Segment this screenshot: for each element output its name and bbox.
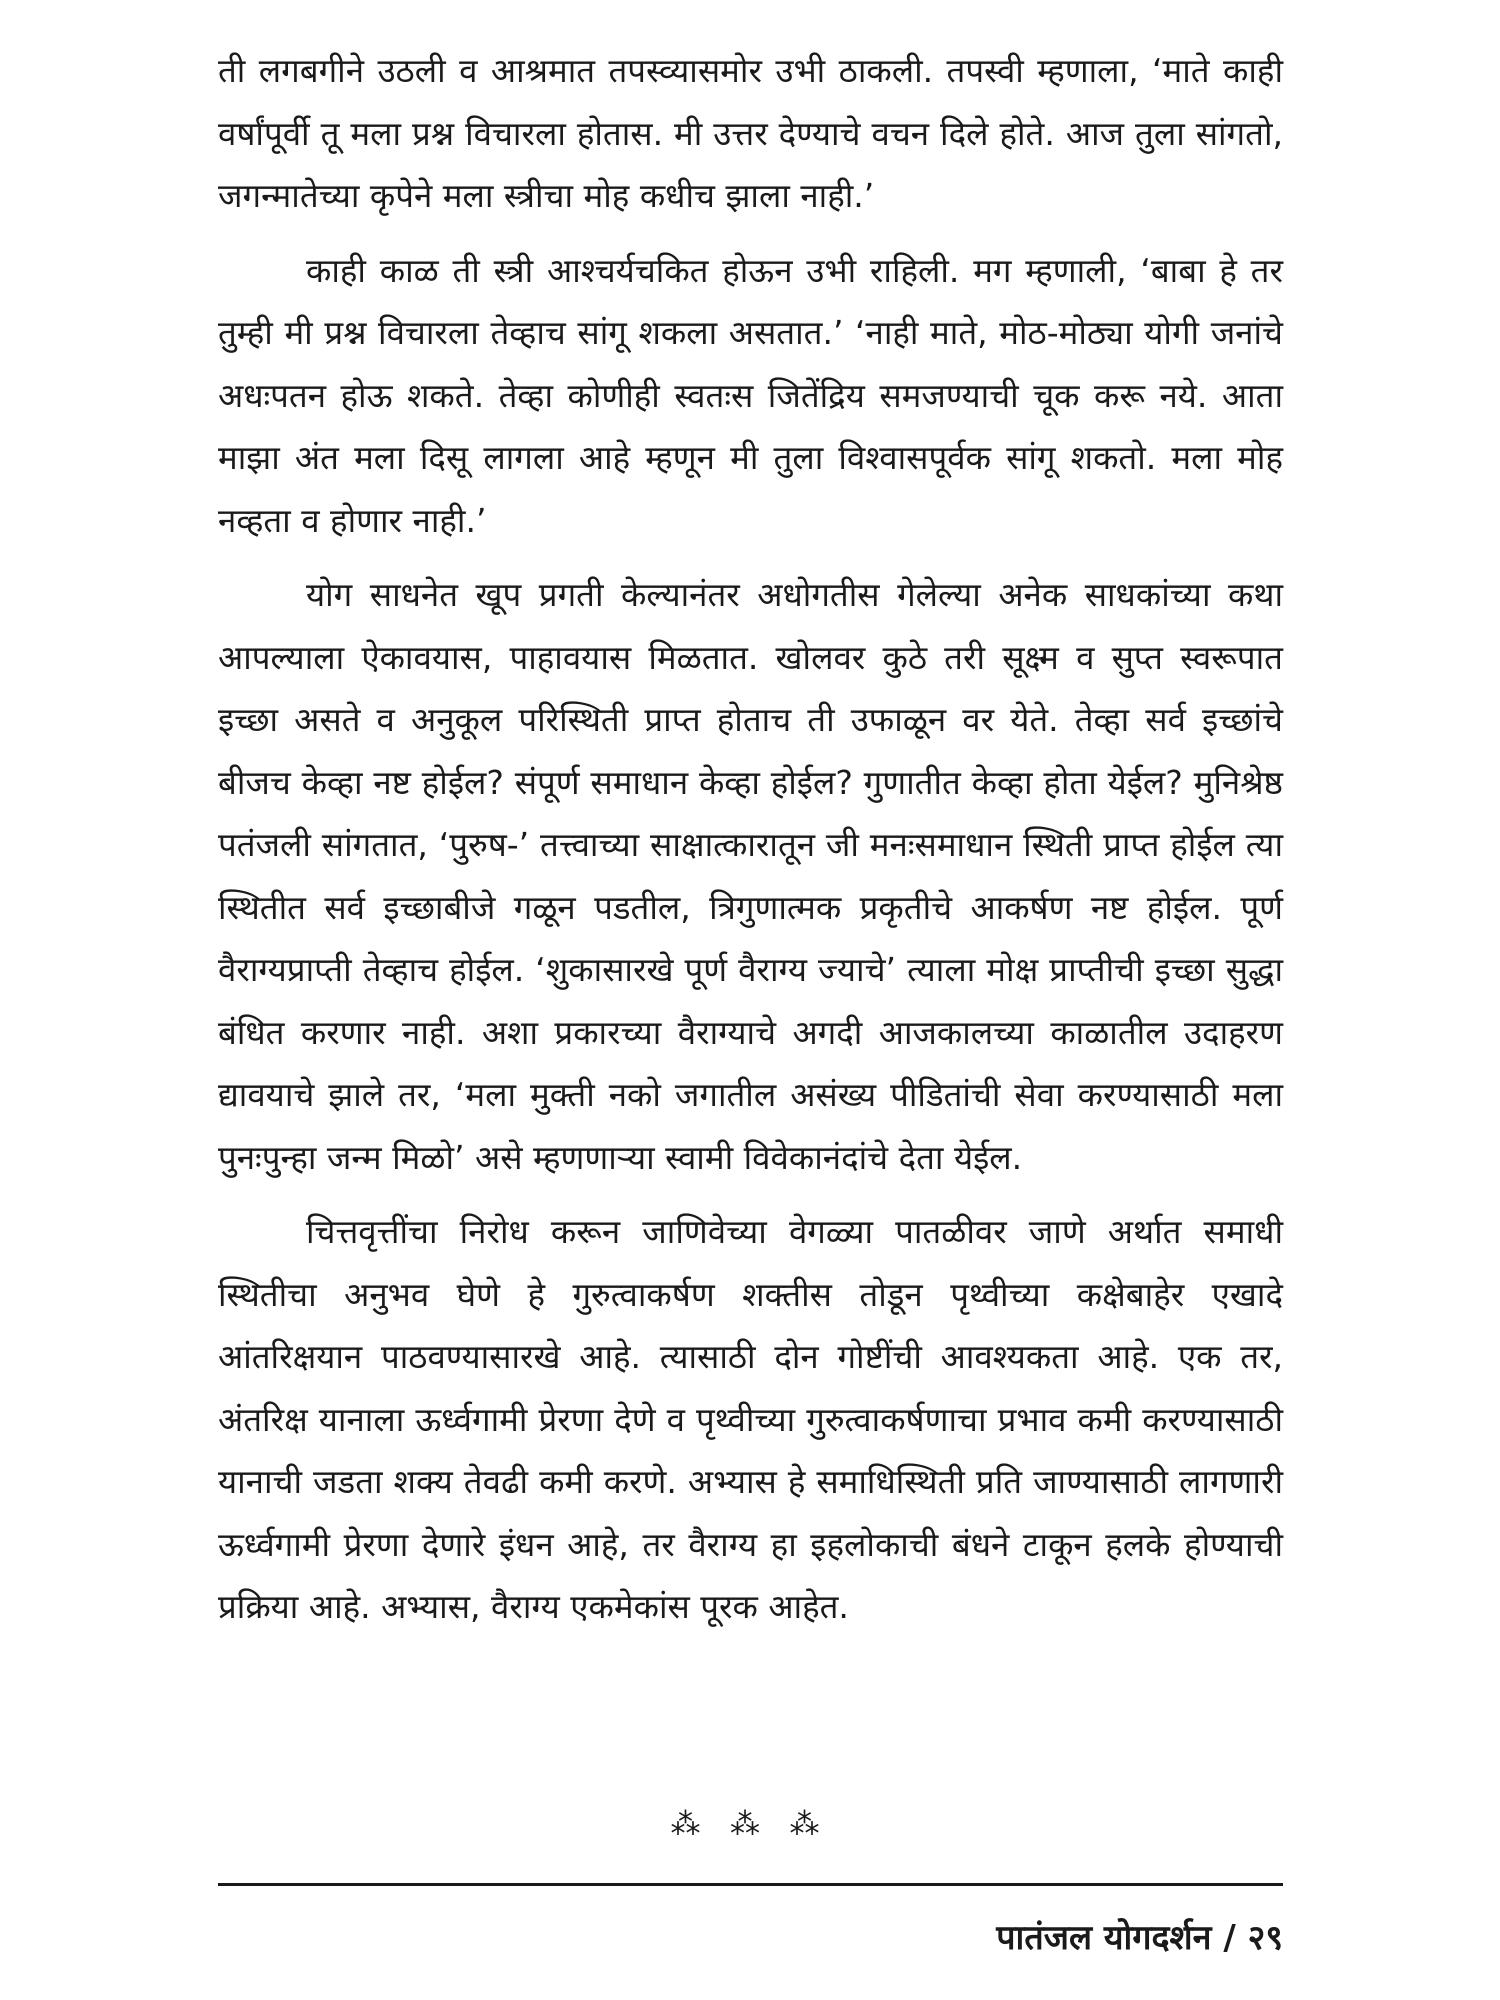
section-ornament: ⁂ ⁂ ⁂ bbox=[670, 1807, 830, 1842]
running-footer: पातंजल योगदर्शन / २९ bbox=[996, 1918, 1283, 1958]
body-text bbox=[218, 40, 1283, 1651]
paragraph-4: चित्तवृत्तींचा निरोध करून जाणिवेच्या वेगळ्या पातळीवर जाणे अर्थात समाधी स्थितीचा अनुभव घेणे हे गुरुत्वाकर्षण शक्तीस तोडून पृथ्वीच्या कक्षेबाहेर एखादे आंतरिक्षयान पाठवण्यासारखे आहे. त्यासाठी दोन गोष्टींची आवश्यकता आहे. एक तर, अंतरिक्ष यानाला ऊर्ध्वगामी प्रेरणा देणे व पृथ्वीच्या गुरुत्वाकर्षणाचा प्रभाव कमी करण्यासाठी यानाची जडता शक्य तेवढी कमी करणे. अभ्यास हे समाधिस्थिती प्रति जाण्यासाठी लागणारी ऊर्ध्वगामी प्रेरणा देणारे इंधन आहे, तर वैराग्य हा इहलोकाची बंधने टाकून हलके होण्याची प्रक्रिया आहे. अभ्यास, वैराग्य एकमेकांस पूरक आहेत. bbox=[218, 1212, 1283, 1626]
paragraph-2: काही काळ ती स्त्री आश्चर्यचकित होऊन उभी राहिली. मग म्हणाली, ‘बाबा हे तर तुम्ही मी प्रश्न विचारला तेव्हाच सांगू शकला असतात.’ ‘नाही माते, मोठ-मोठ्या योगी जनांचे अधःपतन होऊ शकते. तेव्हा कोणीही स्वतःस जितेंद्रिय समजण्याची चूक करू नये. आता माझा अंत मला दिसू लागला आहे म्हणून मी तुला विश्वासपूर्वक सांगू शकतो. मला मोह नव्हता व होणार नाही.’ bbox=[218, 250, 1283, 540]
paragraph-1: ती लगबगीने उठली व आश्रमात तपस्व्यासमोर उभी ठाकली. तपस्वी म्हणाला, ‘माते काही वर्षांपूर्वी तू मला प्रश्न विचारला होतास. मी उत्तर देण्याचे वचन दिले होते. आज तुला सांगतो, जगन्मातेच्या कृपेने मला स्त्रीचा मोह कधीच झाला नाही.’ bbox=[218, 51, 1283, 215]
paragraph-3: योग साधनेत खूप प्रगती केल्यानंतर अधोगतीस गेलेल्या अनेक साधकांच्या कथा आपल्याला ऐकावयास, पाहावयास मिळतात. खोलवर कुठे तरी सूक्ष्म व सुप्त स्वरूपात इच्छा असते व अनुकूल परिस्थिती प्राप्त होताच ती उफाळून वर येते. तेव्हा सर्व इच्छांचे बीजच केव्हा नष्ट होईल? संपूर्ण समाधान केव्हा होईल? गुणातीत केव्हा होता येईल? मुनिश्रेष्ठ पतंजली सांगतात, ‘पुरुष-’ तत्त्वाच्या साक्षात्कारातून जी मनःसमाधान स्थिती प्राप्त होईल त्या स्थितीत सर्व इच्छाबीजे गळून पडतील, त्रिगुणात्मक प्रकृतीचे आकर्षण नष्ट होईल. पूर्ण वैराग्यप्राप्ती तेव्हाच होईल. ‘शुकासारखे पूर्ण वैराग्य ज्याचे’ त्याला मोक्ष प्राप्तीची इच्छा सुद्धा बंधित करणार नाही. अशा प्रकारच्या वैराग्याचे अगदी आजकालच्या काळातील उदाहरण द्यावयाचे झाले तर, ‘मला मुक्ती नको जगातील असंख्य पीडितांची सेवा करण्यासाठी मला पुनःपुन्हा जन्म मिळो’ असे म्हणणाऱ्या स्वामी विवेकानंदांचे देता येईल. bbox=[218, 575, 1283, 1177]
footer-divider bbox=[218, 1883, 1283, 1886]
